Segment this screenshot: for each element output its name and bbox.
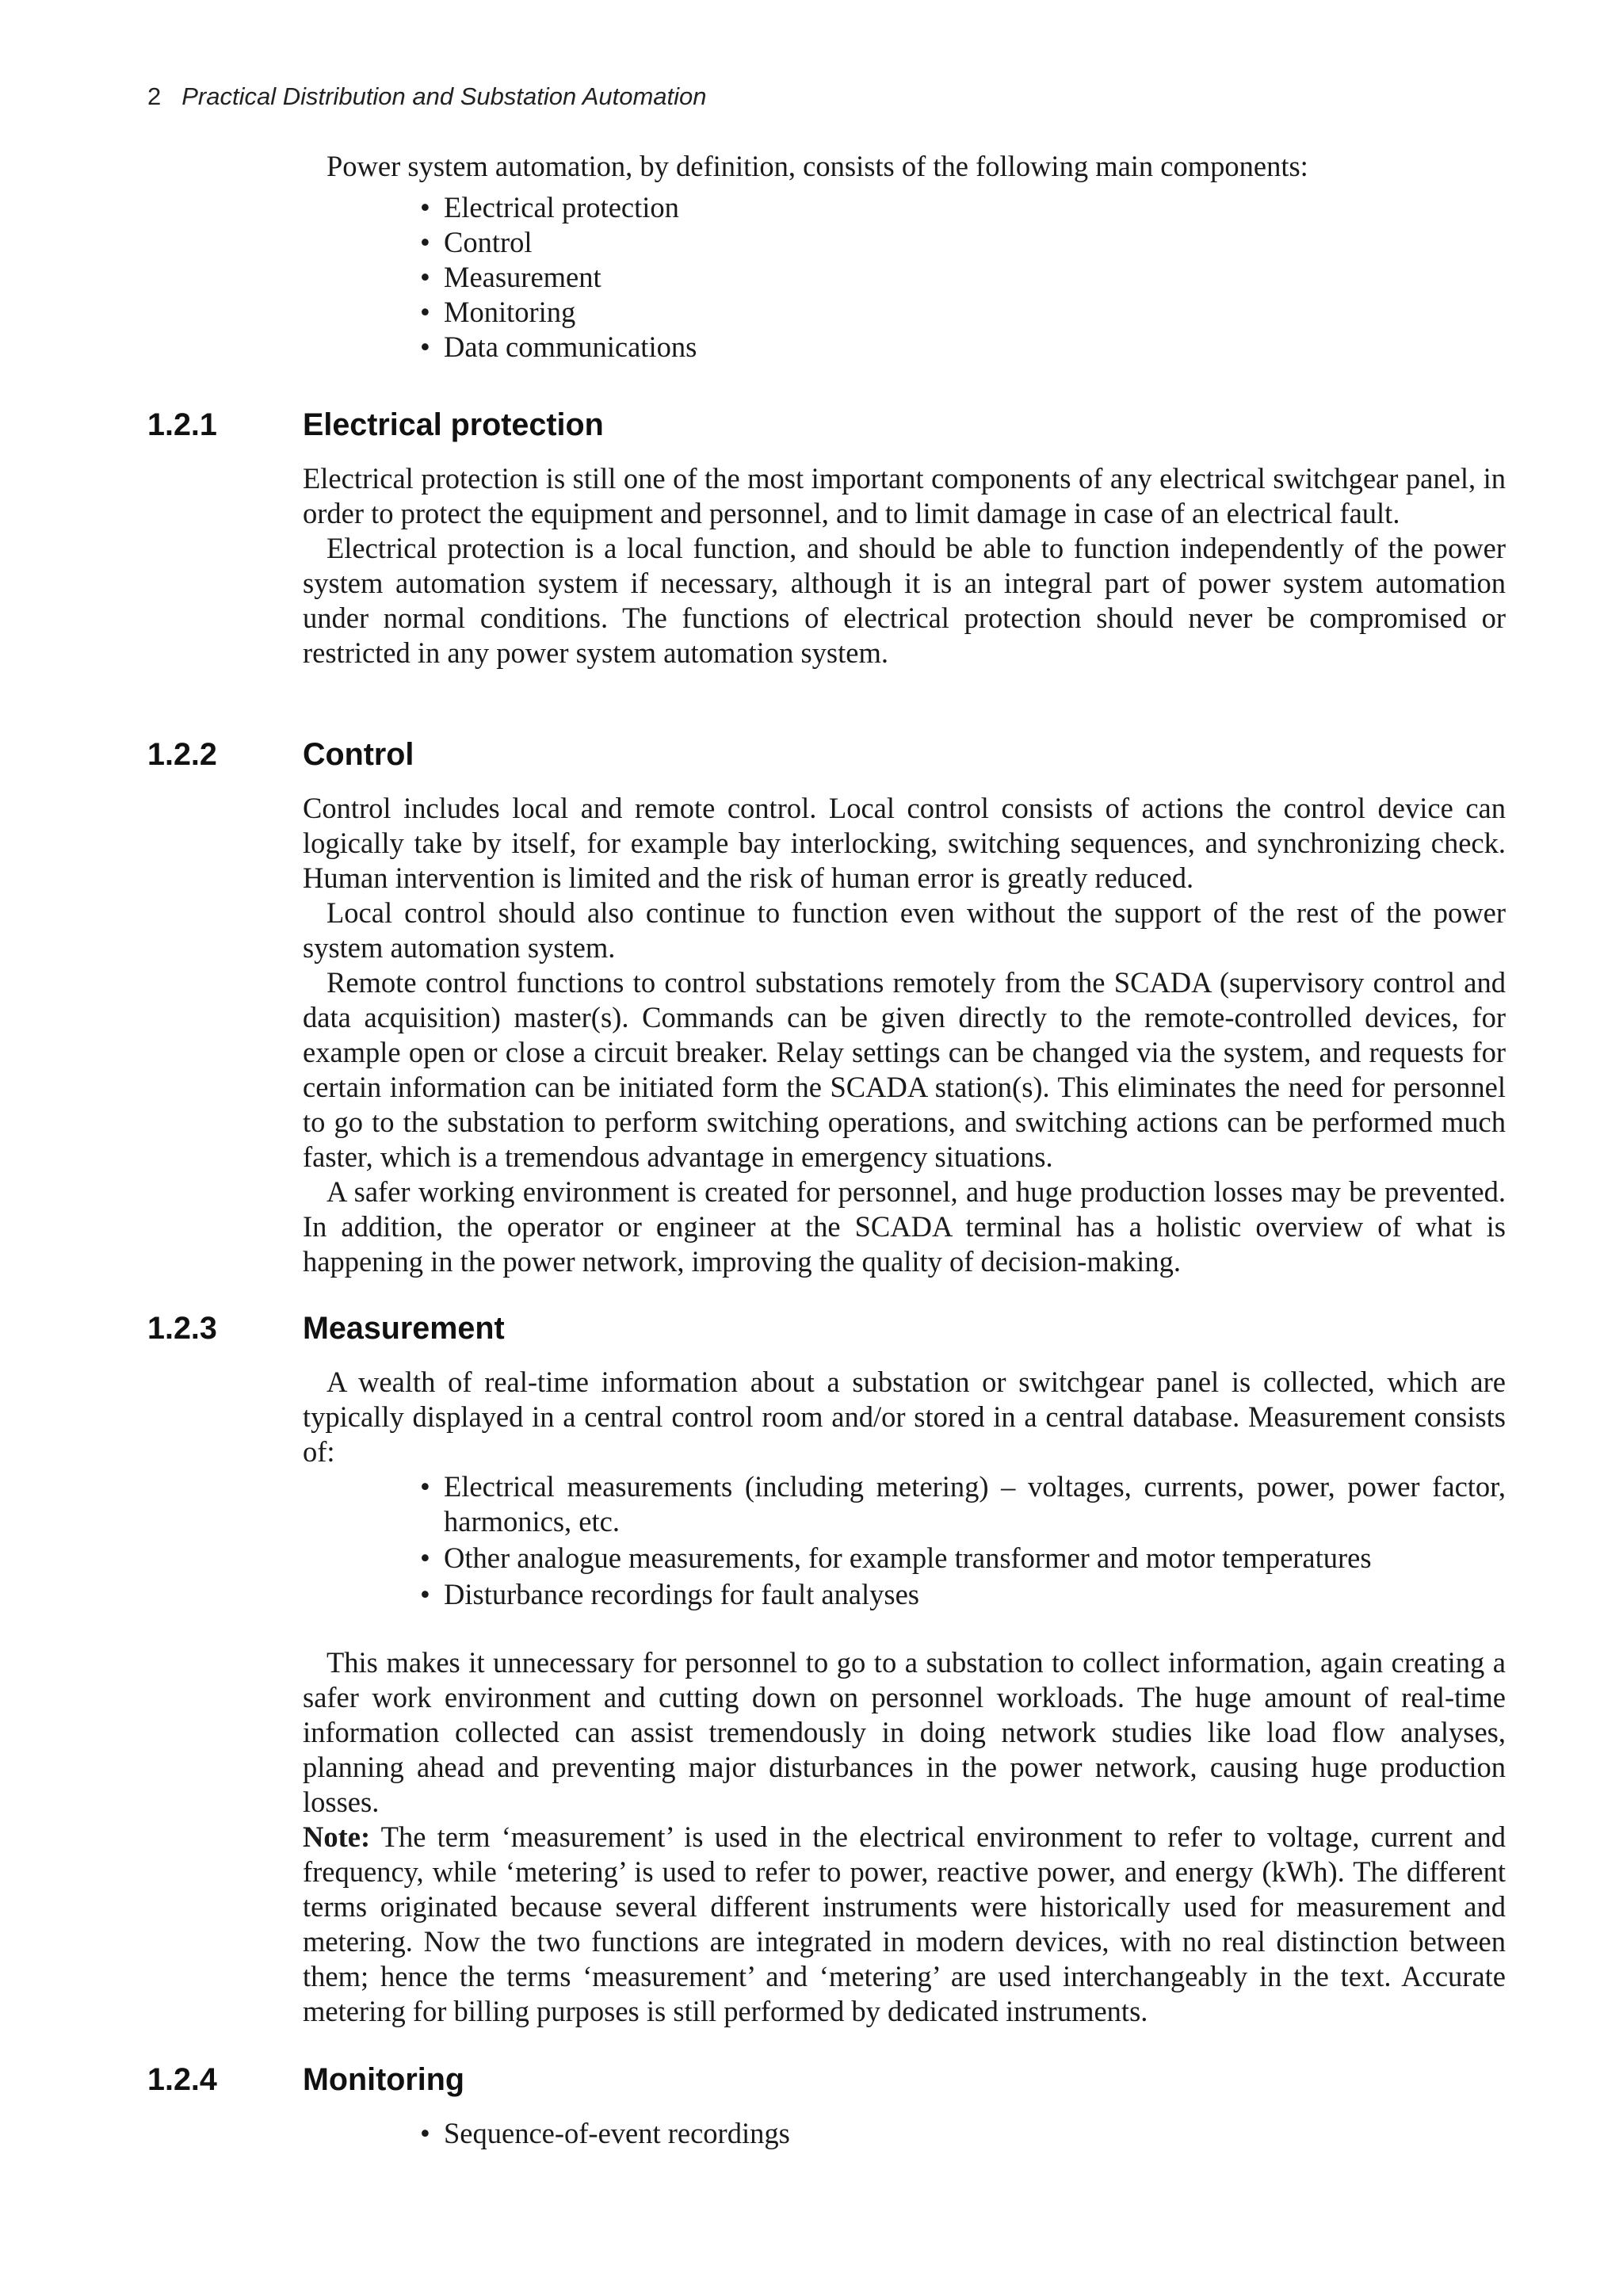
section-body-control bbox=[303, 791, 1506, 1279]
list-item: • Disturbance recordings for fault analyses bbox=[420, 1578, 920, 1610]
bullet-icon: • bbox=[420, 1541, 430, 1574]
intro-sentence: Power system automation, by definition, consists of the following main components: bbox=[327, 150, 1308, 182]
bullet-icon: • bbox=[420, 1470, 430, 1503]
note-label: Note: bbox=[303, 1820, 371, 1853]
section-number: 1.2.1 bbox=[147, 407, 217, 442]
section-body-electrical-protection bbox=[303, 461, 1506, 670]
section-intro-measurement bbox=[303, 1365, 1506, 1469]
measurement-list bbox=[420, 1469, 1506, 1612]
list-item: • Electrical measurements (including metering) – voltages, currents, power, power factor, harmonics, etc. bbox=[420, 1470, 1506, 1538]
paragraph: Local control should also continue to function even without the support of the rest of the power system automation system. bbox=[303, 896, 1506, 964]
bullet-icon: • bbox=[420, 191, 430, 223]
section-body-measurement bbox=[303, 1645, 1506, 2029]
paragraph: Electrical protection is a local function, and should be able to function independently of the power system automation system if necessary, although it is an integral part of power system automation under normal conditions. The functions of electrical protection should never be compromised or restricted in any power system automation system. bbox=[303, 532, 1506, 669]
note-text: The term ‘measurement’ is used in the electrical environment to refer to voltage, current and frequency, while ‘metering’ is used to refer to power, reactive power, and energy (kWh). The different terms originated because several different instruments were historically used for measurement and metering. Now the two functions are integrated in modern devices, with no real distinction between them; hence the terms ‘measurement’ and ‘metering’ are used interchangeably in the text. Accurate metering for billing purposes is still performed by dedicated instruments. bbox=[303, 1820, 1506, 2027]
bullet-icon: • bbox=[420, 2117, 430, 2149]
section-heading-monitoring bbox=[147, 2061, 464, 2099]
bullet-icon: • bbox=[420, 296, 430, 328]
list-item: • Other analogue measurements, for example transformer and motor temperatures bbox=[420, 1541, 1372, 1574]
section-title: Electrical protection bbox=[303, 407, 604, 442]
bullet-icon: • bbox=[420, 261, 430, 293]
paragraph: This makes it unnecessary for personnel to go to a substation to collect information, again creating a safer work environment and cutting down on personnel workloads. The huge amount of real-time information collected can assist tremendously in doing network studies like load flow analyses, planning ahead and preventing major disturbances in the power network, causing huge production losses. bbox=[303, 1646, 1506, 1818]
section-title: Measurement bbox=[303, 1311, 505, 1346]
running-header bbox=[147, 82, 707, 111]
book-title: Practical Distribution and Substation Automation bbox=[181, 82, 707, 110]
paragraph: A wealth of real-time information about a substation or switchgear panel is collected, which are typically displayed in a central control room and/or stored in a central database. Measurement consists of: bbox=[303, 1366, 1506, 1468]
section-title: Monitoring bbox=[303, 2062, 465, 2097]
paragraph: Electrical protection is still one of the most important components of any electrical switchgear panel, in order to protect the equipment and personnel, and to limit damage in case of an electrical fault. bbox=[303, 462, 1506, 529]
section-heading-measurement bbox=[147, 1309, 505, 1347]
paragraph: A safer working environment is created for personnel, and huge production losses may be prevented. In addition, the operator or engineer at the SCADA terminal has a holistic overview of what is happening in the power network, improving the quality of decision-making. bbox=[303, 1175, 1506, 1278]
list-item: • Control bbox=[420, 226, 533, 258]
bullet-icon: • bbox=[420, 330, 430, 363]
paragraph: Remote control functions to control substations remotely from the SCADA (supervisory control and data acquisition) master(s). Commands can be given directly to the remote-controlled devices, for example open or close a circuit breaker. Relay settings can be changed via the system, and requests for certain information can be initiated form the SCADA station(s). This eliminates the need for personnel to go to the substation to perform switching operations, and switching actions can be performed much faster, which is a tremendous advantage in emergency situations. bbox=[303, 966, 1506, 1173]
components-list bbox=[420, 190, 1506, 365]
list-item: • Monitoring bbox=[420, 296, 576, 328]
section-heading-control bbox=[147, 735, 414, 774]
list-item: • Data communications bbox=[420, 330, 697, 363]
section-number: 1.2.2 bbox=[147, 737, 217, 772]
section-number: 1.2.4 bbox=[147, 2062, 217, 2097]
bullet-icon: • bbox=[420, 1578, 430, 1610]
section-heading-electrical-protection bbox=[147, 406, 604, 444]
bullet-icon: • bbox=[420, 226, 430, 258]
monitoring-list bbox=[420, 2116, 1506, 2151]
section-title: Control bbox=[303, 737, 414, 772]
paragraph: Control includes local and remote control. Local control consists of actions the control device can logically take by itself, for example bay interlocking, switching sequences, and synchronizing check. Human intervention is limited and the risk of human error is greatly reduced. bbox=[303, 792, 1506, 894]
list-item: • Electrical protection bbox=[420, 191, 679, 223]
note-paragraph bbox=[303, 1820, 1506, 2029]
list-item: • Sequence-of-event recordings bbox=[420, 2117, 790, 2149]
section-number: 1.2.3 bbox=[147, 1311, 217, 1346]
list-item: • Measurement bbox=[420, 261, 601, 293]
page-number: 2 bbox=[147, 82, 162, 110]
